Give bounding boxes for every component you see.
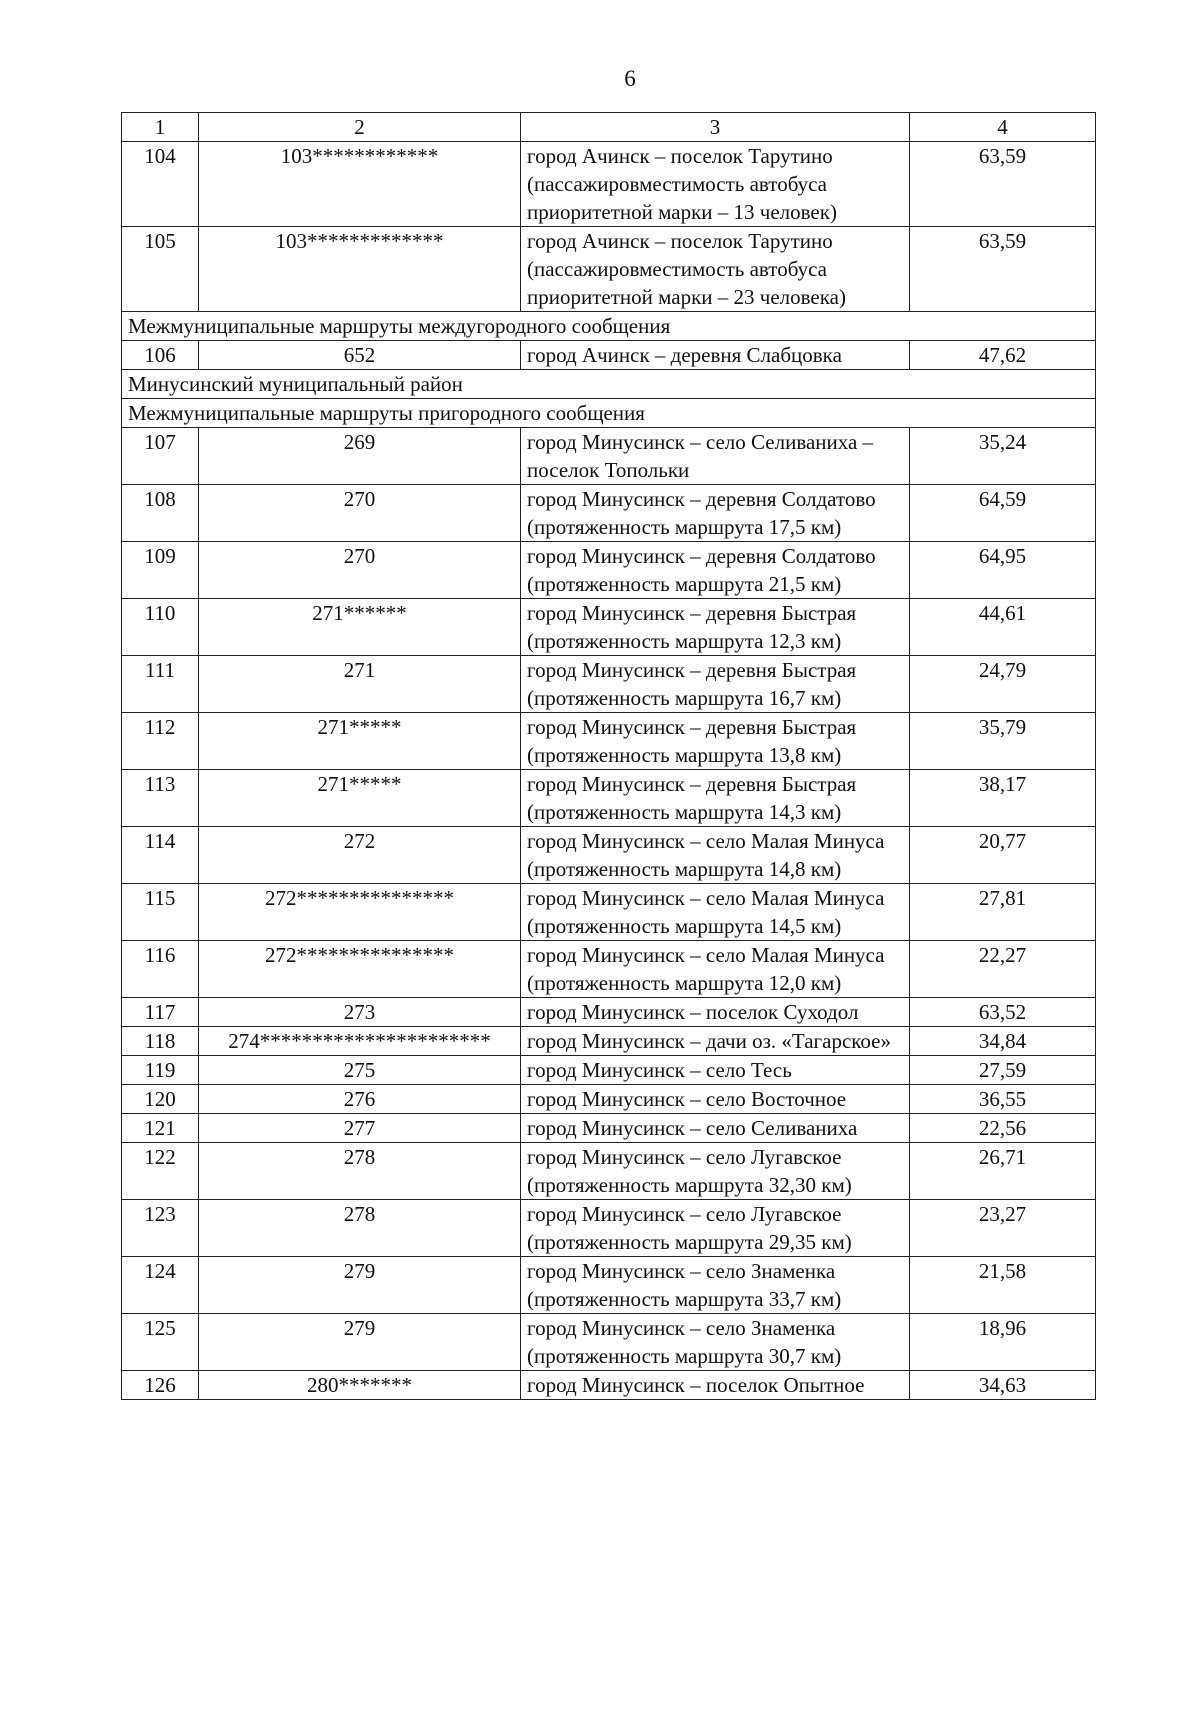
section-title: Межмуниципальные маршруты междугородного сообщения	[122, 312, 1096, 341]
route-number: 103*************	[199, 227, 521, 312]
route-value: 38,17	[910, 770, 1096, 827]
route-value: 20,77	[910, 827, 1096, 884]
route-number: 271*****	[199, 770, 521, 827]
table-row	[122, 1085, 1096, 1114]
table-row	[122, 1143, 1096, 1200]
route-value: 24,79	[910, 656, 1096, 713]
routes-table-body	[122, 113, 1096, 1400]
table-row	[122, 827, 1096, 884]
route-value: 63,52	[910, 998, 1096, 1027]
table-row	[122, 884, 1096, 941]
route-description: город Минусинск – село Селиваниха	[521, 1114, 910, 1143]
route-value: 63,59	[910, 227, 1096, 312]
route-number: 279	[199, 1257, 521, 1314]
table-row	[122, 1257, 1096, 1314]
route-description: город Ачинск – деревня Слабцовка	[521, 341, 910, 370]
route-number: 271*****	[199, 713, 521, 770]
route-number: 278	[199, 1143, 521, 1200]
route-number: 275	[199, 1056, 521, 1085]
row-number: 118	[122, 1027, 199, 1056]
table-row	[122, 142, 1096, 227]
row-number: 107	[122, 428, 199, 485]
route-number: 273	[199, 998, 521, 1027]
row-number: 126	[122, 1371, 199, 1400]
table-row	[122, 485, 1096, 542]
route-number: 272	[199, 827, 521, 884]
route-number: 278	[199, 1200, 521, 1257]
route-description: город Минусинск – село Знаменка (протяженность маршрута 30,7 км)	[521, 1314, 910, 1371]
row-number: 116	[122, 941, 199, 998]
route-description: город Минусинск – деревня Быстрая (протяженность маршрута 16,7 км)	[521, 656, 910, 713]
route-description: город Минусинск – село Восточное	[521, 1085, 910, 1114]
section-title: Минусинский муниципальный район	[122, 370, 1096, 399]
row-number: 120	[122, 1085, 199, 1114]
section-row	[122, 312, 1096, 341]
row-number: 119	[122, 1056, 199, 1085]
table-row	[122, 656, 1096, 713]
route-description: город Ачинск – поселок Тарутино (пассажировместимость автобуса приоритетной марки – 23 человека)	[521, 227, 910, 312]
row-number: 123	[122, 1200, 199, 1257]
route-description: город Минусинск – село Малая Минуса (протяженность маршрута 12,0 км)	[521, 941, 910, 998]
route-number: 280*******	[199, 1371, 521, 1400]
table-row	[122, 770, 1096, 827]
row-number: 121	[122, 1114, 199, 1143]
row-number: 112	[122, 713, 199, 770]
route-number: 652	[199, 341, 521, 370]
route-description: город Минусинск – дачи оз. «Тагарское»	[521, 1027, 910, 1056]
route-value: 64,95	[910, 542, 1096, 599]
row-number: 122	[122, 1143, 199, 1200]
table-row	[122, 713, 1096, 770]
row-number: 124	[122, 1257, 199, 1314]
route-number: 103************	[199, 142, 521, 227]
row-number: 108	[122, 485, 199, 542]
row-number: 110	[122, 599, 199, 656]
route-value: 36,55	[910, 1085, 1096, 1114]
row-number: 111	[122, 656, 199, 713]
route-number: 274**********************	[199, 1027, 521, 1056]
row-number: 106	[122, 341, 199, 370]
route-value: 23,27	[910, 1200, 1096, 1257]
route-value: 63,59	[910, 142, 1096, 227]
column-header-3: 3	[521, 113, 910, 142]
table-header-row	[122, 113, 1096, 142]
route-description: город Минусинск – село Лугавское (протяженность маршрута 29,35 км)	[521, 1200, 910, 1257]
table-row	[122, 1056, 1096, 1085]
route-value: 27,59	[910, 1056, 1096, 1085]
route-value: 64,59	[910, 485, 1096, 542]
table-row	[122, 1314, 1096, 1371]
route-description: город Минусинск – поселок Опытное	[521, 1371, 910, 1400]
route-value: 22,27	[910, 941, 1096, 998]
route-value: 18,96	[910, 1314, 1096, 1371]
route-number: 272***************	[199, 941, 521, 998]
route-number: 270	[199, 485, 521, 542]
route-number: 271	[199, 656, 521, 713]
route-value: 22,56	[910, 1114, 1096, 1143]
page-number: 6	[624, 66, 636, 91]
route-number: 276	[199, 1085, 521, 1114]
row-number: 125	[122, 1314, 199, 1371]
route-description: город Минусинск – село Тесь	[521, 1056, 910, 1085]
route-description: город Минусинск – деревня Быстрая (протяженность маршрута 13,8 км)	[521, 713, 910, 770]
route-value: 47,62	[910, 341, 1096, 370]
route-description: город Минусинск – деревня Быстрая (протяженность маршрута 12,3 км)	[521, 599, 910, 656]
table-row	[122, 1027, 1096, 1056]
column-header-4: 4	[910, 113, 1096, 142]
section-row	[122, 370, 1096, 399]
route-value: 35,24	[910, 428, 1096, 485]
row-number: 113	[122, 770, 199, 827]
table-row	[122, 542, 1096, 599]
column-header-1: 1	[122, 113, 199, 142]
routes-table	[121, 112, 1096, 1400]
route-number: 272***************	[199, 884, 521, 941]
table-row	[122, 341, 1096, 370]
route-number: 269	[199, 428, 521, 485]
route-description: город Минусинск – село Малая Минуса (протяженность маршрута 14,5 км)	[521, 884, 910, 941]
route-number: 270	[199, 542, 521, 599]
route-description: город Минусинск – село Селиваниха – поселок Топольки	[521, 428, 910, 485]
table-row	[122, 998, 1096, 1027]
column-header-2: 2	[199, 113, 521, 142]
table-row	[122, 1200, 1096, 1257]
section-title: Межмуниципальные маршруты пригородного сообщения	[122, 399, 1096, 428]
route-value: 34,63	[910, 1371, 1096, 1400]
table-row	[122, 428, 1096, 485]
table-row	[122, 599, 1096, 656]
route-value: 21,58	[910, 1257, 1096, 1314]
row-number: 104	[122, 142, 199, 227]
row-number: 117	[122, 998, 199, 1027]
route-description: город Минусинск – деревня Быстрая (протяженность маршрута 14,3 км)	[521, 770, 910, 827]
row-number: 114	[122, 827, 199, 884]
route-number: 279	[199, 1314, 521, 1371]
route-description: город Минусинск – село Малая Минуса (протяженность маршрута 14,8 км)	[521, 827, 910, 884]
route-value: 26,71	[910, 1143, 1096, 1200]
route-number: 277	[199, 1114, 521, 1143]
table-row	[122, 227, 1096, 312]
row-number: 115	[122, 884, 199, 941]
table-row	[122, 1114, 1096, 1143]
route-description: город Ачинск – поселок Тарутино (пассажировместимость автобуса приоритетной марки – 13 человек)	[521, 142, 910, 227]
route-value: 44,61	[910, 599, 1096, 656]
table-row	[122, 1371, 1096, 1400]
route-number: 271******	[199, 599, 521, 656]
route-description: город Минусинск – деревня Солдатово (протяженность маршрута 17,5 км)	[521, 485, 910, 542]
row-number: 109	[122, 542, 199, 599]
section-row	[122, 399, 1096, 428]
table-row	[122, 941, 1096, 998]
route-description: город Минусинск – деревня Солдатово (протяженность маршрута 21,5 км)	[521, 542, 910, 599]
route-description: город Минусинск – село Лугавское (протяженность маршрута 32,30 км)	[521, 1143, 910, 1200]
route-description: город Минусинск – село Знаменка (протяженность маршрута 33,7 км)	[521, 1257, 910, 1314]
route-value: 27,81	[910, 884, 1096, 941]
route-value: 35,79	[910, 713, 1096, 770]
route-description: город Минусинск – поселок Суходол	[521, 998, 910, 1027]
row-number: 105	[122, 227, 199, 312]
route-value: 34,84	[910, 1027, 1096, 1056]
